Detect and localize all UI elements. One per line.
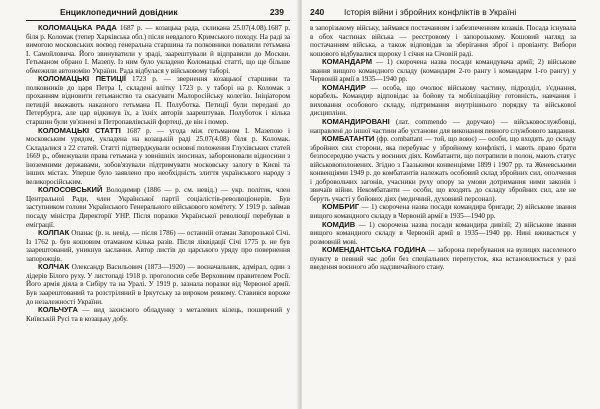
dictionary-entry (26, 127, 290, 187)
entry-text: Олександр Васильович (1873—1920) — воєначальник, адмірал, один з лідерів Білого руху. У листопаді 1918 р. проголосив себе Верховним правителем Росії. Його армія діяла в Сибіру та на Уралі. У 1919 р. зазнала поразки від Червоної армії. Був заарештований та розстріляний в Іркутську за вироком ревкому. Ставився вороже до незалежності України. (26, 263, 290, 306)
left-page-body (26, 24, 290, 409)
dictionary-entry (310, 203, 576, 220)
left-header-rule (26, 20, 290, 21)
dictionary-entry (310, 84, 576, 118)
left-page-header (26, 6, 290, 19)
dictionary-entry (26, 306, 290, 323)
entry-headword: КОЛЧАК (38, 262, 70, 272)
entry-headword: КОМДИВ (322, 219, 356, 229)
entry-text: 1687 р. — угода між гетьманом І. Мазепою і московським урядом, укладена на козацькій раді 25.07(4.08) біля р. Коломак. Складалися з 22 статей. Статті підтверджували основні положення Глухівських статей 1669 р., обмежували права гетьмана у зовнішніх зносинах, заборонювали відносини з іноземними державами, зобов'язували підтримувати московську залогу в Києві та інших містах. Уперше було заявлено про необхідність злиття українського народу з великоросійським. (26, 126, 290, 186)
dictionary-entry (26, 24, 290, 75)
right-page-number: 240 (310, 7, 325, 17)
right-header-rule (310, 20, 576, 21)
entry-text: (фр. combattant — той, що воює) — особи, що входять до складу збройних сил сторони, яка перебуває у збройному конфлікті, і мають право брати безпосередню участь у воєнних діях. Комбатанти, що потрапили в полон, мають статус військовополонених. Згідно з Гаазькими конвенціями 1899 і 1907 рр. та Женевськими конвенціями 1949 р. до комбатантів належать особовий склад збройних сил, ополчення і добровольчих загонів, учасники руху опору за умови дотримання ними законів і звичаїв війни. Некомбатанти — особи, що входять до складу збройних сил, але не беруть участі у бойових діях (медичний, духовний персонал). (310, 135, 576, 203)
entry-text: — заборона перебування на вулицях населеного пункту в певний час доби без спеціальних перепусток, яка встановлюється у разі введення воєнного або надзвичайного стану. (310, 246, 576, 272)
entry-headword: КОМБАТАНТИ (322, 134, 375, 144)
entry-headword: КОЛОМАЦЬКІ ПЕТИЦІЇ (38, 74, 126, 84)
entry-headword: КОЛЬЧУГА (38, 305, 78, 315)
entry-headword: КОМБРИГ (322, 202, 360, 212)
right-header-title: Історія війни і збройних конфліктів в Україні (344, 7, 517, 17)
right-page-header (310, 6, 576, 19)
dictionary-entry (310, 58, 576, 84)
entry-text: 1687 р. — козацька рада, скликана 25.07(4.08).1687 р. біля р. Коломак (тепер Харківська обл.) після невдалого Кримського походу. На раді за вимогою московських воєвод генеральна старшина та полковники повалили гетьмана І. Самойловича. Його звинуватили у зраді, заарештували й відправили до Москви. Гетьманом обрано І. Мазепу. Із ним було укладено Коломацькі статті, що ще більше обмежили автономію України. Рада відбулася у військовому таборі. (26, 24, 290, 75)
dictionary-entry (310, 246, 576, 272)
entry-headword: КОМАНДИРОВАНІ (322, 117, 390, 127)
entry-text: — 1) скорочена назва посади командира бригади; 2) військове звання вищого командного складу в Червоній армії в 1935—1940 рр. (310, 203, 576, 221)
entry-text: — особа, що очолює військову частину, підрозділ, з'єднання, корабель. Командир відповідає за бойову та мобілізаційну готовність, навчання і виховання особового складу, підтримання внутрішнього порядку та військової дисципліни. (310, 83, 576, 118)
entry-headword: КОЛОМАЦЬКІ СТАТТІ (38, 125, 121, 135)
entry-text: — 1) скорочена назва посади командира дивізії; 2) військове звання вищого командного складу в Червоній армії в 1935—1940 рр. Нині вживається у розмовній мові. (310, 220, 576, 246)
entry-text: Володимир (1886 — р. см. невід.) — укр. політик, член Центральної Ради, член Української партії соціалістів-революціонерів. Був заступником голови Українського Генерального військового комітету. У 1919 р. займав посаду міністра Директорії УНР. Після поразки Української революції перебував в еміграції. (26, 186, 290, 229)
entry-text: (лат. commendo — доручаю) — військовослужбовці, направлені до іншої частини або установи для виконання певного службового завдання. (310, 118, 576, 135)
entry-headword: КОМАНДИР (322, 82, 366, 92)
entry-headword: КОМЕНДАНТСЬКА ГОДИНА (322, 245, 426, 255)
dictionary-entry (310, 221, 576, 247)
entry-headword: КОМАНДАРМ (322, 57, 373, 67)
entry-headword: КОЛОСОВСЬКИЙ (38, 185, 103, 195)
entry-text: 1723 р. — звернення козацької старшини та полковників до царя Петра І, складені влітку 1723 р. у таборі на р. Коломак з проханням відновити гетьманство та скасувати Малоросійську колегію. Ініціатором петицій вважають наказного гетьмана П. Полуботка. Петиції були передані до Петербурга, але цар відкинув їх, а їхніх авторів заарештував. Полуботок і кілька старшин були ув'язнені в Петропавлівській фортеці, де він і помер. (26, 75, 290, 127)
dictionary-entry (26, 186, 290, 229)
entry-headword: КОЛОМАЦЬКА РАДА (38, 24, 117, 32)
left-page-number: 239 (269, 7, 284, 17)
entry-headword: КОЛПАК (38, 228, 70, 238)
dictionary-entry (26, 75, 290, 126)
entry-text: в запорізькому війську, займався постачанням і забезпеченням козаків. Посада існувала в обох частинах війська — реєстровому і запорозькому. Кошовий нагляд за постачанням війська, а також відповідав за зберігання зброї і провіанту. Вибори кошового відбувалися щороку 1 січня на Січовій раді. (310, 24, 576, 58)
dictionary-entry (310, 135, 576, 203)
left-page (0, 0, 298, 409)
entry-text: Опанас (р. н. невід. — після 1786) — останній отаман Запорозької Січі. Із 1762 р. був кошовим отаманом кілька разів. Після ліквідації Січі 1775 р. не був заарештований, уникнув заслання. Автор листів до царського уряду про повернення запорожців. (26, 229, 290, 263)
entry-text: — вид захисного обладунку з металевих кілець, поширений у Київській Русі та в козацьку добу. (26, 306, 290, 323)
dictionary-entry (310, 24, 576, 58)
left-header-title: Енциклопедичний довідник (60, 7, 178, 17)
right-page (302, 0, 600, 409)
dictionary-entry (26, 229, 290, 263)
dictionary-entry (310, 118, 576, 135)
right-page-body (310, 24, 576, 409)
dictionary-entry (26, 263, 290, 306)
entry-text: — 1) скорочена назва посади командувача армії; 2) військове звання вищого командного складу (командарм 2-го рангу і командарм 1-го рангу) у Червоній армії в 1935—1940 рр. (310, 58, 576, 84)
